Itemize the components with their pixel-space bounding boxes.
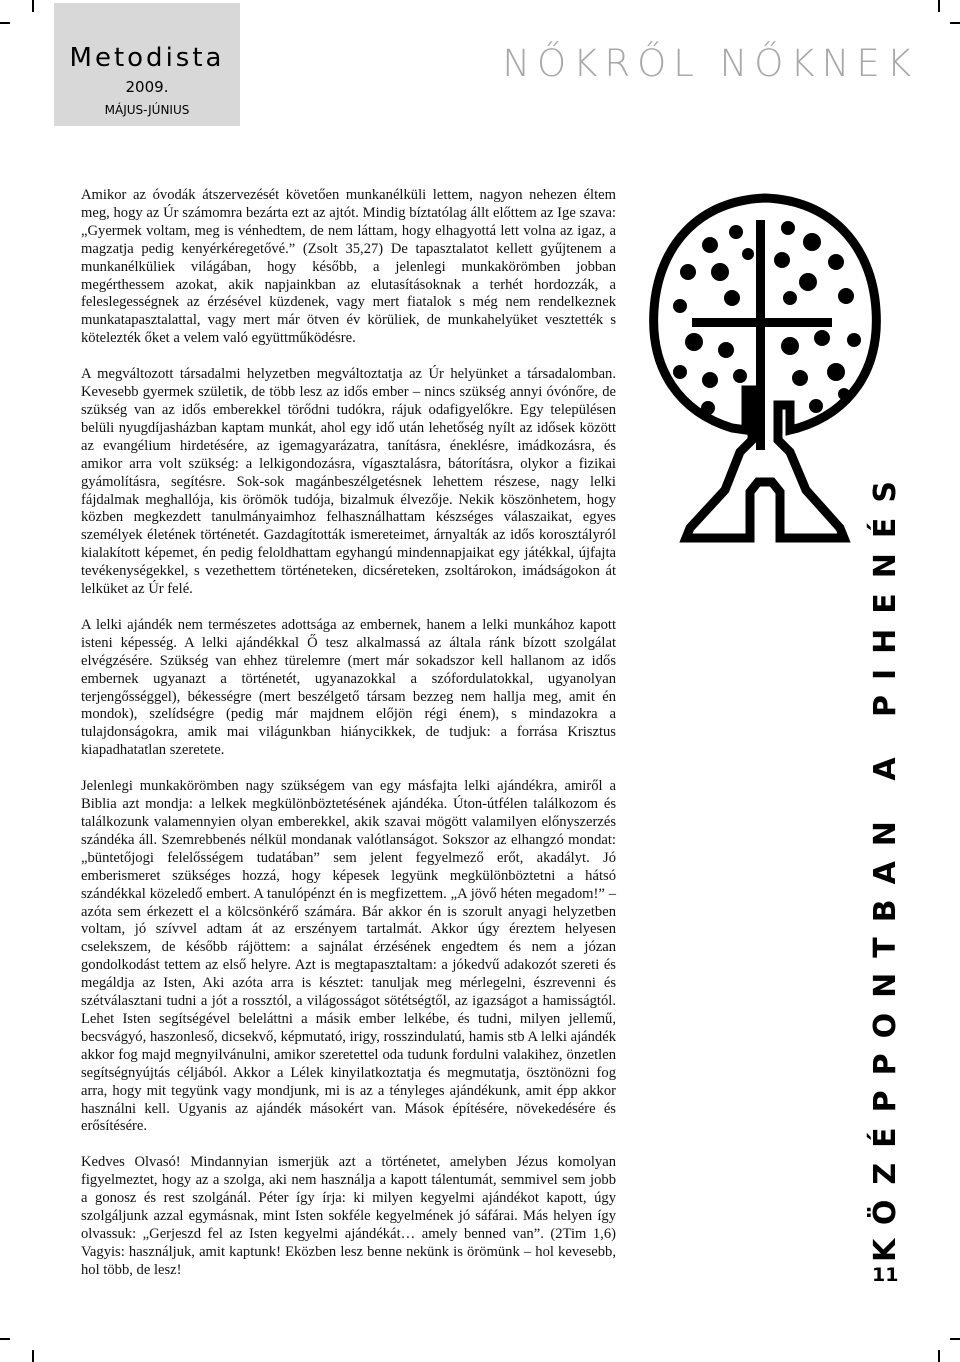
paragraph: A lelki ajándék nem természetes adottsága az embernek, hanem a lelki munkához kapott isteni képesség. A lelki ajándékkal Ő tesz alkalmassá az általa ránk bízott szolgálat elvégzésére. Szükség van ehhez türelemre (mert már sokadszor kell hallanom az idős embernek ugyanazt a történetét, ugyanazokkal a szófordulatokkal, ugyanolyan terjengősséggel), békességre (mert beszélgető társam bezzeg nem hallja meg, amit én mondok), szelídségre (pedig már majdnem előjön régi énem), s mindazokra a tulajdonságokra, amik mai világunkban hiánycikkek, de tudjuk: a forrása Krisztus kiapadhatatlan szeretete. bbox=[81, 616, 616, 759]
issue-year: 2009. bbox=[125, 78, 169, 96]
issue-months: MÁJUS-JÚNIUS bbox=[104, 103, 190, 117]
tree-cross-icon bbox=[640, 190, 890, 590]
crop-mark bbox=[32, 1350, 34, 1362]
paragraph: A megváltozott társadalmi helyzetben megváltoztatja az Úr helyünket a társadalomban. Kevesebb gyermek születik, de több lesz az idős ember – nincs szükség annyi óvónőre, de szükség van az idős emberekkel törődni tudókra, rájuk odafigyelőkre. Egy településen belüli nyugdíjasházban kaptam munkát, ahol egy idő után lehetőség nyílt az idősek között az evangélium hirdetésére, az igemagyarázatra, tanításra, éneklésre, imádkozásra, és amikor arra volt szükség: a lelkigondozásra, vígasztalásra, bátorításra, olykor a fizikai gyámolításra, segítésre. Sok-sok magánbeszélgetésnek lehettem részese, nagy lelki fájdalmak meghallója, kis örömök tudója, bizalmuk élvezője. Nekik köszönhetem, hogy közben megkezdett tanulmányaimhoz felhasználhattam készséges válaszaikat, egyes személyek életének történetét. Gazdagították ismereteimet, árnyalták az idős korosztályról kialakított képemet, én pedig feloldhattam egyhangú mindennapjaikat egy játékkal, újfajta tevékenységekkel, s vezethettem történeteken, dicséreteken, zsoltárokon, imádságokon át lelküket az Úr felé. bbox=[81, 366, 616, 598]
rubric-title: NŐKRŐL NŐKNEK bbox=[502, 42, 918, 85]
section-title: KÖZÉPPONTBAN A PIHENÉS bbox=[868, 466, 903, 1262]
crop-mark bbox=[938, 1350, 940, 1362]
article-body bbox=[81, 187, 616, 1298]
crop-mark bbox=[0, 1338, 10, 1340]
page-number: 11 bbox=[872, 1264, 899, 1286]
crop-mark bbox=[950, 22, 960, 24]
paragraph: Jelenlegi munkakörömben nagy szükségem van egy másfajta lelki ajándékra, amiről a Biblia azt mondja: a lelkek megkülönböztetésének ajándéka. Úton-útfélen találkozom és találkozunk valamennyien olyan emberekkel, akik szavai mögött valamilyen előnyszerzés szándéka áll. Szemrebbenés nélkül mondanak valótlanságot. Sokszor az elhangzó mondat: „büntetőjogi felelősségem tudatában” sem jelent fegyelmező erőt, akadályt. Jó emberismeret szükséges hozzá, hogy képesek legyünk megkülönböztetni a hátsó szándékkal közeledő embert. A tanulópénzt én is megfizettem. „A jövő héten megadom!” – azóta sem érkezett el a kölcsönkérő számára. Bár akkor én is szorult anyagi helyzetben voltam, jó szívvel adtam át az erszényem tartalmát. Akkor úgy éreztem helyesen cselekszem, de később rájöttem: a sajnálat érzésének engedtem és nem a józan gondolkodást tettem az első helyre. Azt is megtapasztaltam: a jókedvű adakozót szereti és megáldja az Isten, Aki azóta arra is késztet: tanuljak meg mérlegelni, észrevenni és szétválasztani tudni a jót a rossztól, a világosságot sötétségtől, az igazságot a hamisságtól. Lehet Isten segítségével beleláttni a másik ember lelkébe, és tudni, milyen jellemű, becsvágyó, haszonleső, dicsekvő, képmutató, irigy, rosszindulatú, hamis stb A lelki ajándék akkor fog majd megnyilvánulni, amikor szeretettel oda tudunk fordulni valakihez, önzetlen segítségnyújtás céljából. Akkor a Lélek kinyilatkoztatja és megmutatja, ösztönözni fog arra, hogy mit tegyünk vagy mondjunk, mi is az a tényleges ajándékunk, amit épp akkor használni kell. Ugyanis az ajándék másokért van. Mások építésére, növekedésére és erősítésére. bbox=[81, 778, 616, 1135]
magazine-title: Metodista bbox=[69, 43, 225, 73]
crop-mark bbox=[32, 0, 34, 12]
crop-mark bbox=[950, 1338, 960, 1340]
paragraph: Kedves Olvasó! Mindannyian ismerjük azt a történetet, amelyben Jézus komolyan figyelmeztet, hogy az a szolga, aki nem használja a kapott tálentumát, semmivel sem jobb a gonosz és rest szolgánál. Péter így írja: ki milyen kegyelmi ajándékot kapott, úgy szolgáljunk azzal egymásnak, mint Isten sokféle kegyelmének jó sáfárai. Más helyen így olvassuk: „Gerjeszd fel az Isten kegyelmi ajándékát… amely benned van”. (2Tim 1,6) Vagyis: használjuk, amit kaptunk! Eközben lesz benne nekünk is örömünk – hol kevesebb, hol több, de lesz! bbox=[81, 1154, 616, 1278]
magazine-header bbox=[54, 3, 240, 126]
paragraph: Amikor az óvodák átszervezését követően munkanélküli lettem, nagyon nehezen éltem meg, hogy az Úr számomra bezárta ezt az ajtót. Mindig bíztatólag állt előttem az Ige szava: „Gyermek voltam, meg is vénhedtem, de nem láttam, hogy elhagyottá lett volna az igaz, a magzatja pedig kenyérkéregetővé.” (Zsolt 35,27) De tapasztalatot kellett gyűjtenem a munkanélküliek világában, hogy később, a jelenlegi munkakörömben jobban megérthessem azokat, akik napjainkban az elutasításoknak a terhét hordozzák, a feleslegességnek az érzésével küzdenek, vagy mert fiatalok s még nem rendelkeznek munkatapasztalattal, vagy mert már ötven év körüliek, de munkahelyüket vesztették s kötelezték őket a velem való együttműködésre. bbox=[81, 187, 616, 347]
crop-mark bbox=[0, 22, 10, 24]
crop-mark bbox=[938, 0, 940, 12]
